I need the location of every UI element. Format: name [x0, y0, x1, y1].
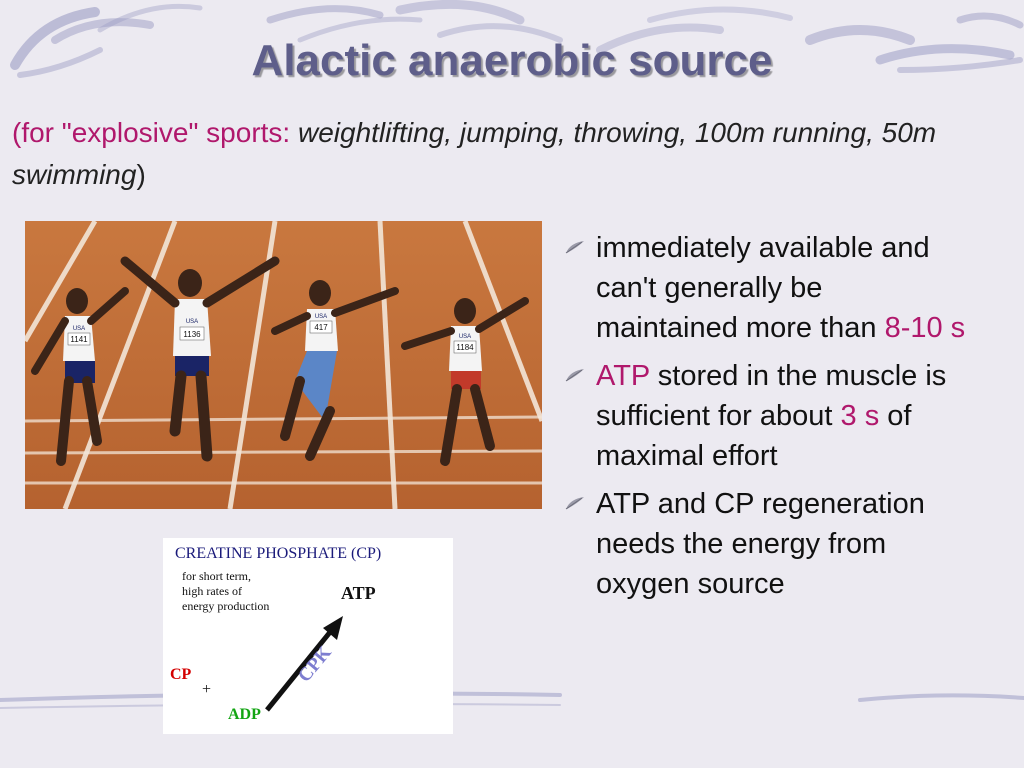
bullet-text: immediately available and can't generally be maintained more than — [596, 232, 930, 344]
subtitle-suffix: ) — [136, 159, 146, 190]
creatine-phosphate-diagram — [163, 538, 453, 734]
bullet-highlight: ATP — [596, 360, 650, 392]
subtitle-prefix: (for "explosive" sports: — [12, 117, 291, 148]
diagram-enzyme-label: CPK — [294, 642, 336, 687]
diagram-description-line: energy production — [182, 599, 270, 613]
bullet-text: of maximal effort — [596, 400, 912, 472]
diagram-adp-label: ADP — [228, 706, 261, 723]
diagram-atp-label: ATP — [341, 583, 376, 603]
bib-number-3: 417 — [314, 323, 328, 332]
slide-title: Alactic anaerobic source — [251, 36, 773, 85]
bullet-highlight: 8-10 s — [884, 312, 966, 344]
bib-text-1: USA — [72, 326, 86, 332]
bib-number-1: 1141 — [70, 335, 88, 344]
diagram-plus-sign: + — [202, 681, 212, 698]
bullet-text: ATP and CP regeneration needs the energy from oxygen source — [596, 488, 925, 600]
bullet-highlight: 3 s — [840, 400, 880, 432]
feather-bullet-icon — [564, 368, 586, 382]
diagram-title: CREATINE PHOSPHATE (CP) — [175, 545, 382, 562]
bullet-item — [560, 356, 970, 476]
bullet-list — [560, 228, 970, 612]
feather-bullet-icon — [564, 240, 586, 254]
feather-bullet-icon — [564, 496, 586, 510]
reaction-arrow-icon — [163, 538, 453, 734]
sprinters-photo — [25, 221, 542, 509]
bib-text-3: USA — [314, 314, 328, 320]
diagram-cp-label: CP — [170, 666, 192, 683]
bib-number-2: 1136 — [183, 330, 201, 339]
bullet-item — [560, 484, 970, 604]
bullet-item — [560, 228, 970, 348]
diagram-description-line: for short term, — [182, 569, 251, 583]
subtitle-sports: weightlifting, jumping, throwing, 100m running, 50m swimming — [12, 117, 937, 190]
bullet-text: stored in the muscle is sufficient for about — [596, 360, 947, 432]
diagram-description-line: high rates of — [182, 584, 242, 598]
slide-subtitle — [12, 112, 1012, 196]
bib-text-2: USA — [185, 319, 199, 325]
bib-text-4: USA — [458, 334, 472, 340]
bib-number-4: 1184 — [456, 343, 474, 352]
